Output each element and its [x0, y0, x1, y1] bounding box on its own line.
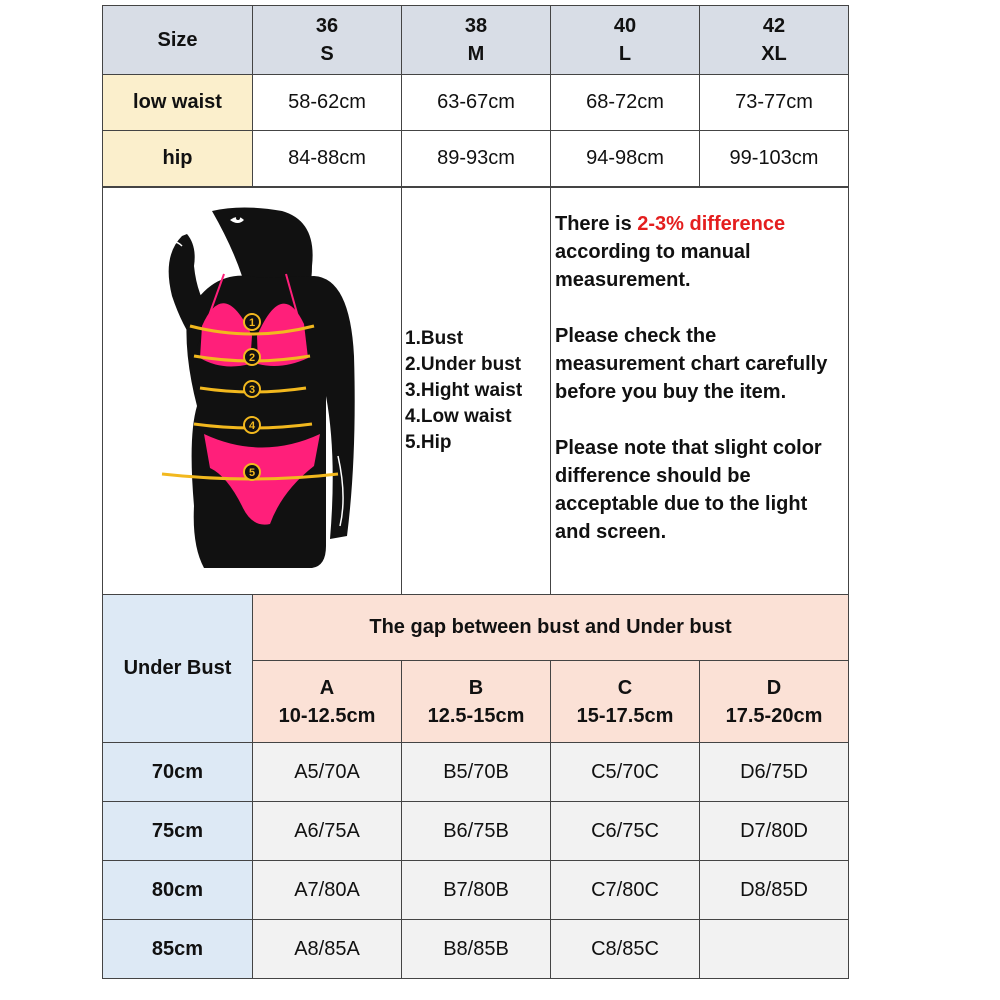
- body-measurement-figure: [142, 206, 362, 576]
- table-cell: D7/80D: [700, 802, 849, 861]
- table-cell: 58-62cm: [253, 75, 402, 131]
- figure-cell: [103, 188, 402, 595]
- table-cell: 94-98cm: [551, 131, 700, 187]
- size-table: [102, 5, 849, 187]
- table-cell: D8/85D: [700, 861, 849, 920]
- note-check-chart: Please check the measurement chart carefully before you buy the item.: [555, 325, 828, 403]
- note-color-difference: Please note that slight color difference should be acceptable due to the light and screen.: [555, 437, 822, 543]
- table-cell: C7/80C: [551, 861, 700, 920]
- list-item: 2.Under bust: [405, 354, 522, 375]
- table-cell: D6/75D: [700, 743, 849, 802]
- under-bust-75: 75cm: [103, 802, 253, 861]
- table-cell: B8/85B: [402, 920, 551, 979]
- marker-4: 4: [248, 420, 256, 432]
- measurement-guide-section: [102, 187, 849, 595]
- table-cell: C6/75C: [551, 802, 700, 861]
- marker-1: 1: [248, 317, 256, 329]
- table-cell: 73-77cm: [700, 75, 849, 131]
- table-row: [103, 131, 849, 187]
- gap-header: The gap between bust and Under bust: [253, 595, 849, 661]
- note-difference: There is 2-3% difference according to manual measurement.: [555, 213, 786, 291]
- table-row: [103, 920, 849, 979]
- size-header-row: [103, 6, 849, 75]
- table-row: [103, 75, 849, 131]
- table-cell: 84-88cm: [253, 131, 402, 187]
- row-label-hip: hip: [103, 131, 253, 187]
- table-cell: C5/70C: [551, 743, 700, 802]
- table-cell: 68-72cm: [551, 75, 700, 131]
- table-row: [103, 743, 849, 802]
- table-cell: A7/80A: [253, 861, 402, 920]
- table-cell: B5/70B: [402, 743, 551, 802]
- row-label-low-waist: low waist: [103, 75, 253, 131]
- under-bust-80: 80cm: [103, 861, 253, 920]
- table-cell: C8/85C: [551, 920, 700, 979]
- list-item: 5.Hip: [405, 432, 452, 453]
- cup-size-table: [102, 594, 849, 979]
- measurement-list: [402, 188, 551, 595]
- cup-col-d: D 17.5-20cm: [700, 661, 849, 743]
- table-cell: 63-67cm: [402, 75, 551, 131]
- cup-col-c: C 15-17.5cm: [551, 661, 700, 743]
- cup-col-b: B 12.5-15cm: [402, 661, 551, 743]
- under-bust-70: 70cm: [103, 743, 253, 802]
- size-col-l: 40 L: [551, 6, 700, 75]
- size-col-xl: 42 XL: [700, 6, 849, 75]
- marker-3: 3: [248, 384, 256, 396]
- table-cell: 89-93cm: [402, 131, 551, 187]
- under-bust-85: 85cm: [103, 920, 253, 979]
- table-cell: B7/80B: [402, 861, 551, 920]
- table-cell: A8/85A: [253, 920, 402, 979]
- size-col-m: 38 M: [402, 6, 551, 75]
- size-header-label: Size: [103, 6, 253, 75]
- table-row: [103, 861, 849, 920]
- table-cell: B6/75B: [402, 802, 551, 861]
- under-bust-header: Under Bust: [103, 595, 253, 743]
- list-item: 1.Bust: [405, 328, 464, 349]
- list-item: 3.Hight waist: [405, 380, 523, 401]
- cup-col-a: A 10-12.5cm: [253, 661, 402, 743]
- table-cell: 99-103cm: [700, 131, 849, 187]
- size-col-s: 36 S: [253, 6, 402, 75]
- table-cell: A5/70A: [253, 743, 402, 802]
- marker-5: 5: [248, 467, 256, 479]
- table-cell: [700, 920, 849, 979]
- list-item: 4.Low waist: [405, 406, 512, 427]
- table-cell: A6/75A: [253, 802, 402, 861]
- marker-2: 2: [248, 352, 256, 364]
- table-row: [103, 802, 849, 861]
- difference-highlight: 2-3% difference: [637, 213, 786, 235]
- notes-cell: [551, 188, 849, 595]
